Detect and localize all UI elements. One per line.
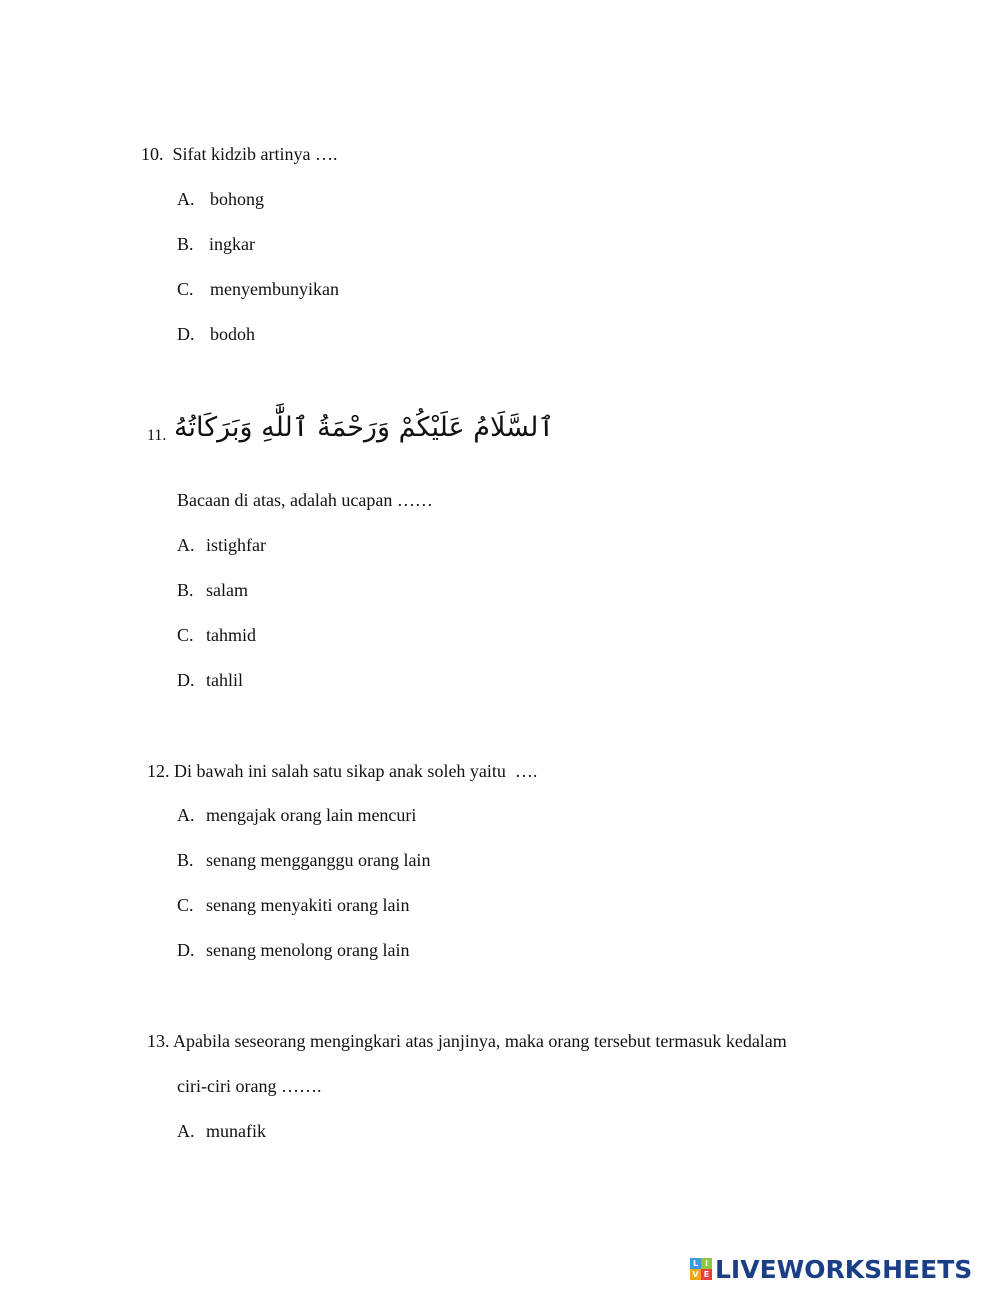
logo-mark-v: V — [690, 1269, 701, 1280]
option-letter: A. — [177, 805, 195, 825]
logo-mark-l: L — [690, 1258, 701, 1269]
question-13-text-continued: ciri-ciri orang ……. — [177, 1076, 322, 1096]
question-12-text: Di bawah ini salah satu sikap anak soleh yaitu …. — [174, 761, 538, 781]
option-letter: B. — [177, 234, 194, 254]
question-12-option-b[interactable] — [177, 849, 430, 871]
liveworksheets-logo[interactable] — [690, 1253, 972, 1285]
question-10-number: 10. — [141, 144, 164, 164]
logo-mark-i: I — [701, 1258, 712, 1269]
question-11-option-a[interactable] — [177, 534, 266, 556]
question-12-option-c[interactable] — [177, 894, 409, 916]
question-13-number: 13. — [147, 1031, 170, 1051]
option-letter: C. — [177, 625, 194, 645]
option-text: senang mengganggu orang lain — [206, 850, 431, 870]
question-10-option-a[interactable] — [177, 188, 264, 210]
question-10 — [141, 143, 337, 165]
option-letter: A. — [177, 189, 195, 209]
question-12-option-a[interactable] — [177, 804, 416, 826]
question-12-number: 12. — [147, 761, 170, 781]
logo-mark-e: E — [701, 1269, 712, 1280]
option-text: tahlil — [206, 670, 243, 690]
question-11-option-d[interactable] — [177, 669, 243, 691]
question-11-option-c[interactable] — [177, 624, 256, 646]
question-10-text: Sifat kidzib artinya …. — [172, 144, 338, 164]
question-11-text: Bacaan di atas, adalah ucapan …… — [177, 490, 433, 510]
option-text: munafik — [206, 1121, 266, 1141]
question-10-option-c[interactable] — [177, 278, 339, 300]
option-letter: A. — [177, 535, 195, 555]
option-letter: A. — [177, 1121, 195, 1141]
question-12-option-d[interactable] — [177, 939, 409, 961]
question-11-arabic: ٱلسَّلَامُ عَلَيْكُمْ وَرَحْمَةُ ٱللَّٰهِ وَبَرَكَاتُهُ — [174, 412, 555, 443]
option-letter: D. — [177, 670, 195, 690]
option-letter: D. — [177, 940, 195, 960]
option-letter: B. — [177, 580, 194, 600]
option-letter: C. — [177, 279, 194, 299]
option-text: senang menolong orang lain — [206, 940, 410, 960]
question-13 — [147, 1030, 787, 1052]
option-letter: D. — [177, 324, 195, 344]
logo-text: LIVEWORKSHEETS — [715, 1254, 973, 1284]
question-10-option-d[interactable] — [177, 323, 255, 345]
question-13-text: Apabila seseorang mengingkari atas janjinya, maka orang tersebut termasuk kedalam — [173, 1031, 787, 1051]
question-10-option-b[interactable] — [177, 233, 255, 255]
question-11-option-b[interactable] — [177, 579, 248, 601]
option-text: bodoh — [210, 324, 255, 344]
option-text: mengajak orang lain mencuri — [206, 805, 417, 825]
option-text: ingkar — [209, 234, 255, 254]
option-text: bohong — [210, 189, 264, 209]
option-text: salam — [206, 580, 248, 600]
question-11-number: 11. — [147, 427, 167, 444]
option-text: tahmid — [206, 625, 256, 645]
logo-mark-icon — [690, 1258, 712, 1280]
option-text: menyembunyikan — [210, 279, 339, 299]
option-text: istighfar — [206, 535, 266, 555]
question-12 — [147, 760, 537, 782]
option-letter: B. — [177, 850, 194, 870]
question-13-option-a[interactable] — [177, 1120, 266, 1142]
option-letter: C. — [177, 895, 194, 915]
option-text: senang menyakiti orang lain — [206, 895, 410, 915]
